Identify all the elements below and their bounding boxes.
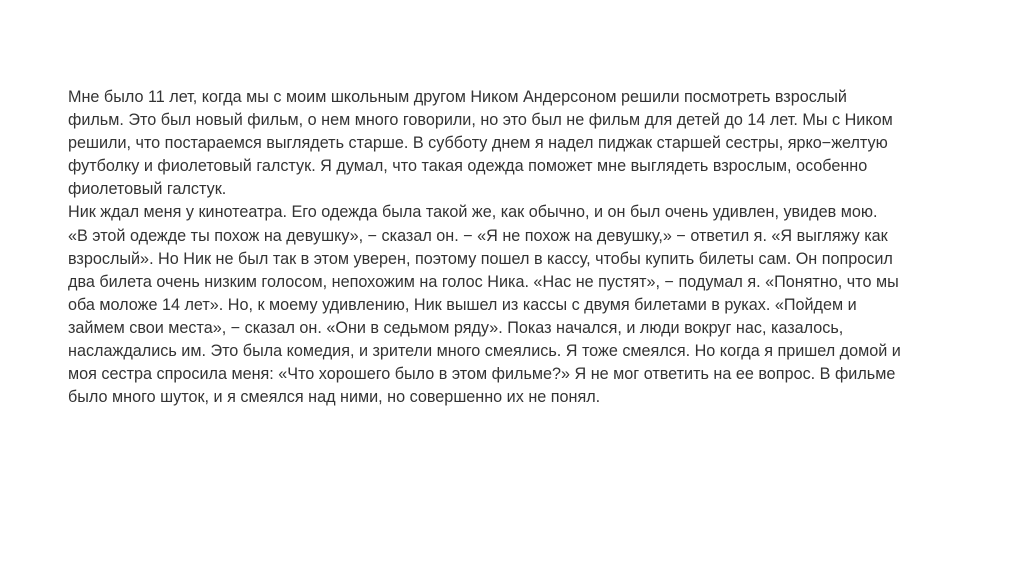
text-line: оба моложе 14 лет». Но, к моему удивлению, Ник вышел из кассы с двумя билетами в руках. «Пойдем и [68,295,857,314]
text-line: взрослый». Но Ник не был так в этом уверен, поэтому пошел в кассу, чтобы купить билеты сам. Он попросил [68,249,893,268]
text-line: фиолетовый галстук. [68,180,227,199]
text-line: футболку и фиолетовый галстук. Я думал, что такая одежда поможет мне выглядеть взрослым, особенно [68,157,868,176]
text-line: «В этой одежде ты похож на девушку», − сказал он. − «Я не похож на девушку,» − ответил я. «Я выгляжу как [68,226,888,245]
text-line: моя сестра спросила меня: «Что хорошего было в этом фильме?» Я не мог ответить на ее вопрос. В фильме [68,365,896,384]
story-text [68,86,968,409]
text-line: Ник ждал меня у кинотеатра. Его одежда была такой же, как обычно, и он был очень удивлен, увидев мою. [68,203,878,222]
text-line: наслаждались им. Это была комедия, и зрители много смеялись. Я тоже смеялся. Но когда я пришел домой и [68,342,901,361]
text-line: было много шуток, и я смеялся над ними, но совершенно их не понял. [68,388,601,407]
text-line: Мне было 11 лет, когда мы с моим школьным другом Ником Андерсоном решили посмотреть взрослый [68,88,847,106]
text-line: два билета очень низким голосом, непохожим на голос Ника. «Нас не пустят», − подумал я. «Понятно, что мы [68,272,899,291]
text-line: фильм. Это был новый фильм, о нем много говорили, но это был не фильм для детей до 14 лет. Мы с Ником [68,111,893,130]
text-line: займем свои места», − сказал он. «Они в седьмом ряду». Показ начался, и люди вокруг нас, казалось, [68,318,844,337]
text-line: решили, что постараемся выглядеть старше. В субботу днем я надел пиджак старшей сестры, ярко−желтую [68,134,888,153]
